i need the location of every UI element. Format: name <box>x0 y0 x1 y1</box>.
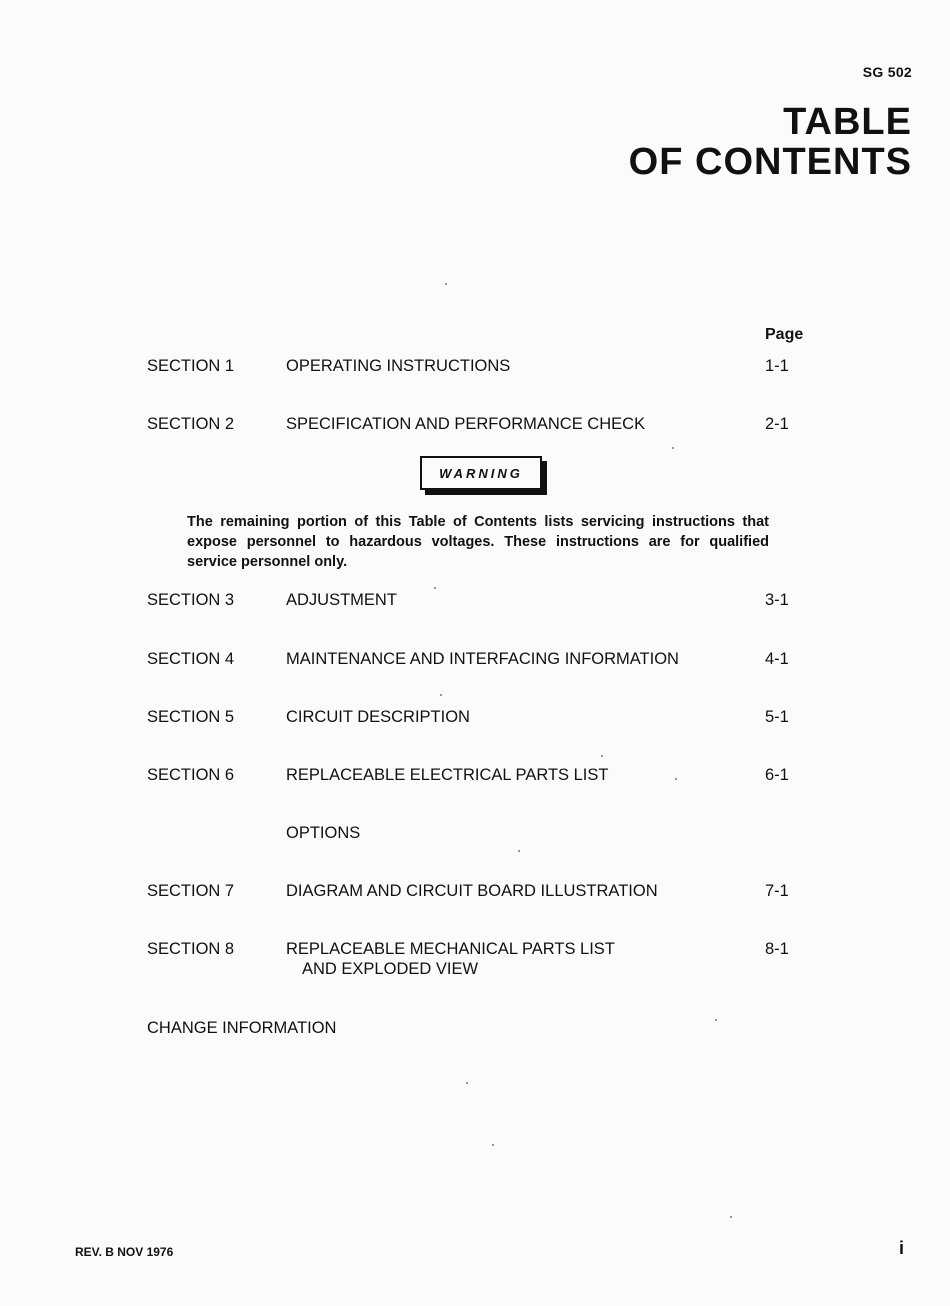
scan-speck <box>675 778 677 780</box>
scan-speck <box>434 587 436 589</box>
toc-section-label: SECTION 3 <box>147 591 235 609</box>
toc-section-label: SECTION 2 <box>147 415 235 433</box>
scan-speck <box>492 1144 494 1146</box>
toc-section-title: ADJUSTMENT <box>286 591 397 609</box>
toc-section-title: OPTIONS <box>286 824 361 842</box>
toc-section-label: SECTION 6 <box>147 766 235 784</box>
warning-badge: WARNING <box>420 456 542 490</box>
toc-section-label: SECTION 5 <box>147 708 235 726</box>
toc-section-title: OPERATING INSTRUCTIONS <box>286 357 511 375</box>
scan-speck <box>466 1082 468 1084</box>
toc-section-label: SECTION 4 <box>147 650 235 668</box>
scan-speck <box>730 1216 732 1218</box>
page-title <box>629 102 912 182</box>
page-number: i <box>899 1238 905 1258</box>
toc-page-number: 5-1 <box>765 708 789 726</box>
toc-section-title-line-2: AND EXPLODED VIEW <box>302 960 479 978</box>
toc-section-title-line-1: REPLACEABLE MECHANICAL PARTS LIST <box>286 940 615 958</box>
scan-speck <box>518 850 520 852</box>
page-title-line-2: OF CONTENTS <box>628 141 912 183</box>
toc-entry-change-information[interactable]: CHANGE INFORMATION <box>147 1019 337 1037</box>
scan-speck <box>445 283 447 285</box>
toc-section-label: SECTION 8 <box>147 940 235 958</box>
scan-speck <box>440 694 442 696</box>
toc-section-title: DIAGRAM AND CIRCUIT BOARD ILLUSTRATION <box>286 882 658 900</box>
toc-section-title: MAINTENANCE AND INTERFACING INFORMATION <box>286 650 679 668</box>
toc-section-title: SPECIFICATION AND PERFORMANCE CHECK <box>286 415 646 433</box>
toc-page-number: 2-1 <box>765 415 789 433</box>
scan-speck <box>715 1019 717 1021</box>
toc-page-number: 8-1 <box>765 940 789 958</box>
toc-section-title: CIRCUIT DESCRIPTION <box>286 708 470 726</box>
toc-section-title <box>286 939 615 979</box>
toc-page-number: 6-1 <box>765 766 789 784</box>
model-number: SG 502 <box>862 64 912 80</box>
toc-page-number: 3-1 <box>765 591 789 609</box>
toc-page-number: 1-1 <box>765 357 789 375</box>
page-column-header: Page <box>765 326 804 343</box>
toc-page-number: 4-1 <box>765 650 789 668</box>
scan-speck <box>672 447 674 449</box>
toc-section-title: REPLACEABLE ELECTRICAL PARTS LIST <box>286 766 609 784</box>
page-title-line-1: TABLE <box>783 101 912 143</box>
revision-date: REV. B NOV 1976 <box>75 1245 174 1259</box>
scan-speck <box>601 755 603 757</box>
toc-section-label: SECTION 7 <box>147 882 235 900</box>
warning-text: The remaining portion of this Table of Contents lists servicing instructions that expose personnel to hazardous voltages. These instructions are for qualified service personnel only. <box>187 514 769 570</box>
toc-page-number: 7-1 <box>765 882 789 900</box>
toc-section-label: SECTION 1 <box>147 357 235 375</box>
